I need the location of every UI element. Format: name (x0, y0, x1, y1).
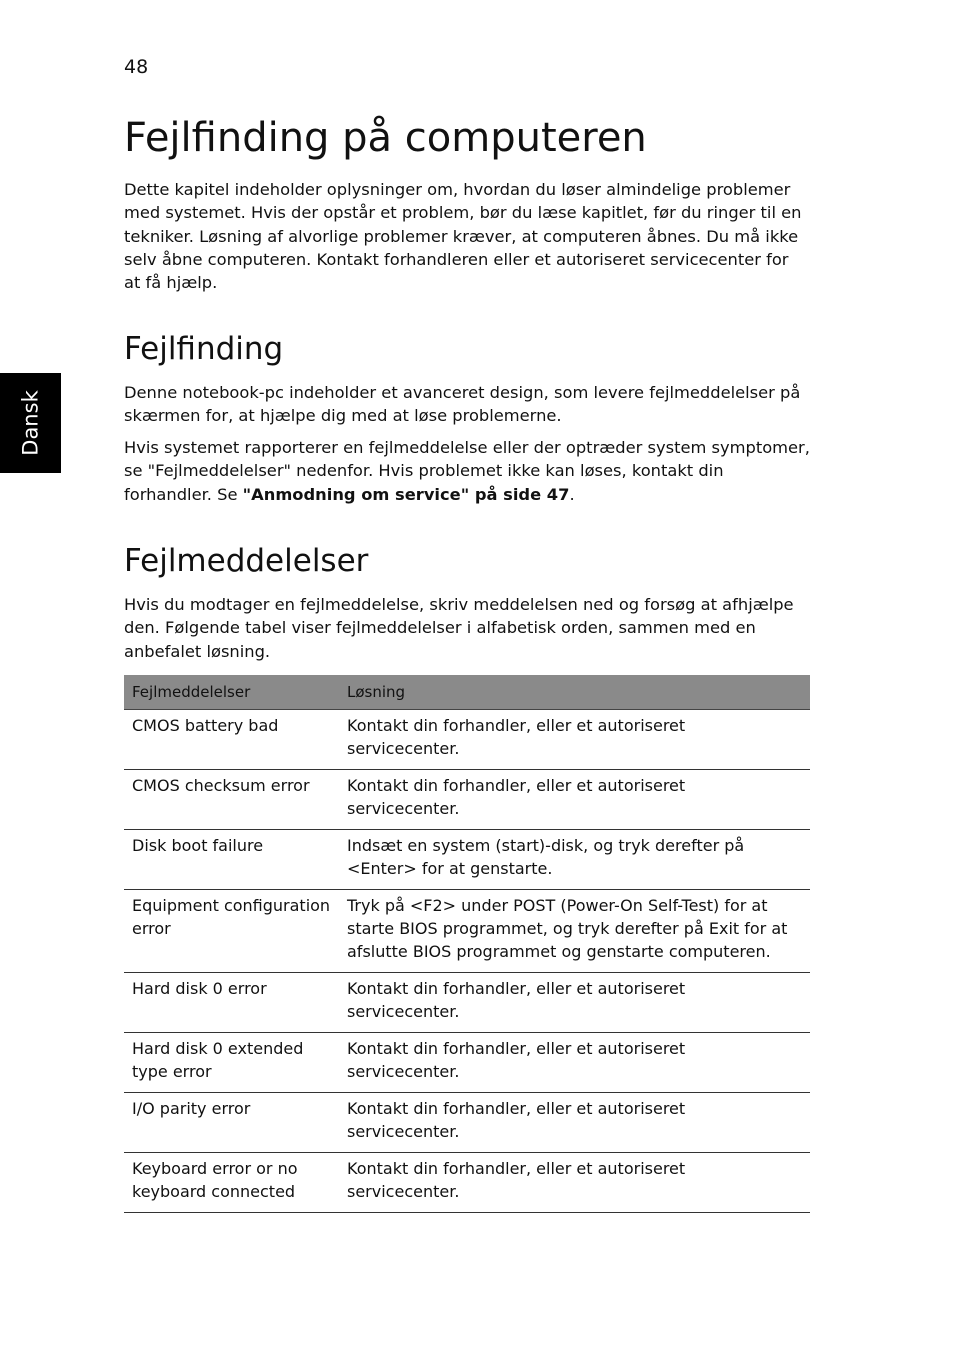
column-header-solution: Løsning (339, 675, 810, 710)
table-row (124, 710, 810, 770)
language-tab (0, 373, 61, 473)
fejlfinding-paragraph-1: Denne notebook-pc indeholder et avanceret design, som levere fejlmeddelelser på skærmen for, at hjælpe dig med at løse problemerne. (124, 383, 801, 426)
solution-cell: Kontakt din forhandler, eller et autoriseret servicecenter. (339, 770, 810, 830)
error-cell: CMOS checksum error (124, 770, 339, 830)
table-row (124, 973, 810, 1033)
language-tab-label: Dansk (18, 390, 43, 456)
section-heading-fejlfinding: Fejlfinding (124, 331, 284, 367)
solution-text: > for at genstarte. (403, 859, 553, 878)
solution-cell (339, 830, 810, 890)
page-number: 48 (124, 56, 149, 78)
solution-cell: Kontakt din forhandler, eller et autoriseret servicecenter. (339, 1033, 810, 1093)
table-row (124, 830, 810, 890)
solution-cell: Kontakt din forhandler, eller et autoriseret servicecenter. (339, 710, 810, 770)
paragraph-end: . (569, 484, 575, 504)
solution-text: for at afslutte BIOS programmet og genstarte computeren. (347, 919, 788, 961)
table-row (124, 770, 810, 830)
table-header-row (124, 675, 810, 710)
solution-cell: Kontakt din forhandler, eller et autoriseret servicecenter. (339, 1093, 810, 1153)
paragraph-text: Hvis systemet rapporterer en fejlmeddelelse eller der optræder system symptomer, se "Fejlmeddelelser" nedenfor. Hvis problemet ikke kan løses, kontakt din forhandler. Se (124, 438, 810, 504)
page-title: Fejlfinding på computeren (124, 115, 647, 161)
table-row (124, 1033, 810, 1093)
fejlmeddelelser-paragraph: Hvis du modtager en fejlmeddelelse, skriv meddelelsen ned og forsøg at afhjælpe den. Følgende tabel viser fejlmeddelelser i alfabetisk orden, sammen med en anbefalet løsning. (124, 595, 794, 661)
solution-text: Tryk på (347, 896, 410, 915)
solution-cell: Kontakt din forhandler, eller et autoriseret servicecenter. (339, 973, 810, 1033)
table-row (124, 1093, 810, 1153)
error-message-table (124, 675, 810, 1213)
solution-cell (339, 890, 810, 973)
solution-text: under POST (Power-On Self-Test) for at starte BIOS programmet, og tryk derefter på (347, 896, 768, 938)
key-name: Enter (360, 859, 404, 878)
solution-text: Indsæt en system (start)-disk, og tryk derefter på < (347, 836, 745, 878)
error-cell: Keyboard error or no keyboard connected (124, 1153, 339, 1213)
cross-reference-link[interactable]: "Anmodning om service" på side 47 (242, 484, 570, 504)
table-row (124, 890, 810, 973)
key-name: Exit (708, 919, 740, 938)
section-heading-fejlmeddelelser: Fejlmeddelelser (124, 543, 369, 579)
fejlfinding-paragraph-2 (124, 436, 810, 506)
error-cell: Hard disk 0 error (124, 973, 339, 1033)
error-cell: Disk boot failure (124, 830, 339, 890)
column-header-error: Fejlmeddelelser (124, 675, 339, 710)
error-cell: CMOS battery bad (124, 710, 339, 770)
error-cell: Hard disk 0 extended type error (124, 1033, 339, 1093)
error-cell: I/O parity error (124, 1093, 339, 1153)
key-name: <F2> (409, 896, 457, 915)
intro-paragraph: Dette kapitel indeholder oplysninger om, hvordan du løser almindelige problemer med systemet. Hvis der opstår et problem, bør du læse kapitlet, før du ringer til en tekniker. Løsning af alvorlige problemer kræver, at computeren åbnes. Du må ikke selv åbne computeren. Kontakt forhandleren eller et autoriseret servicecenter for at få hjælp. (124, 180, 802, 293)
table-row (124, 1153, 810, 1213)
error-cell: Equipment configuration error (124, 890, 339, 973)
solution-cell: Kontakt din forhandler, eller et autoriseret servicecenter. (339, 1153, 810, 1213)
